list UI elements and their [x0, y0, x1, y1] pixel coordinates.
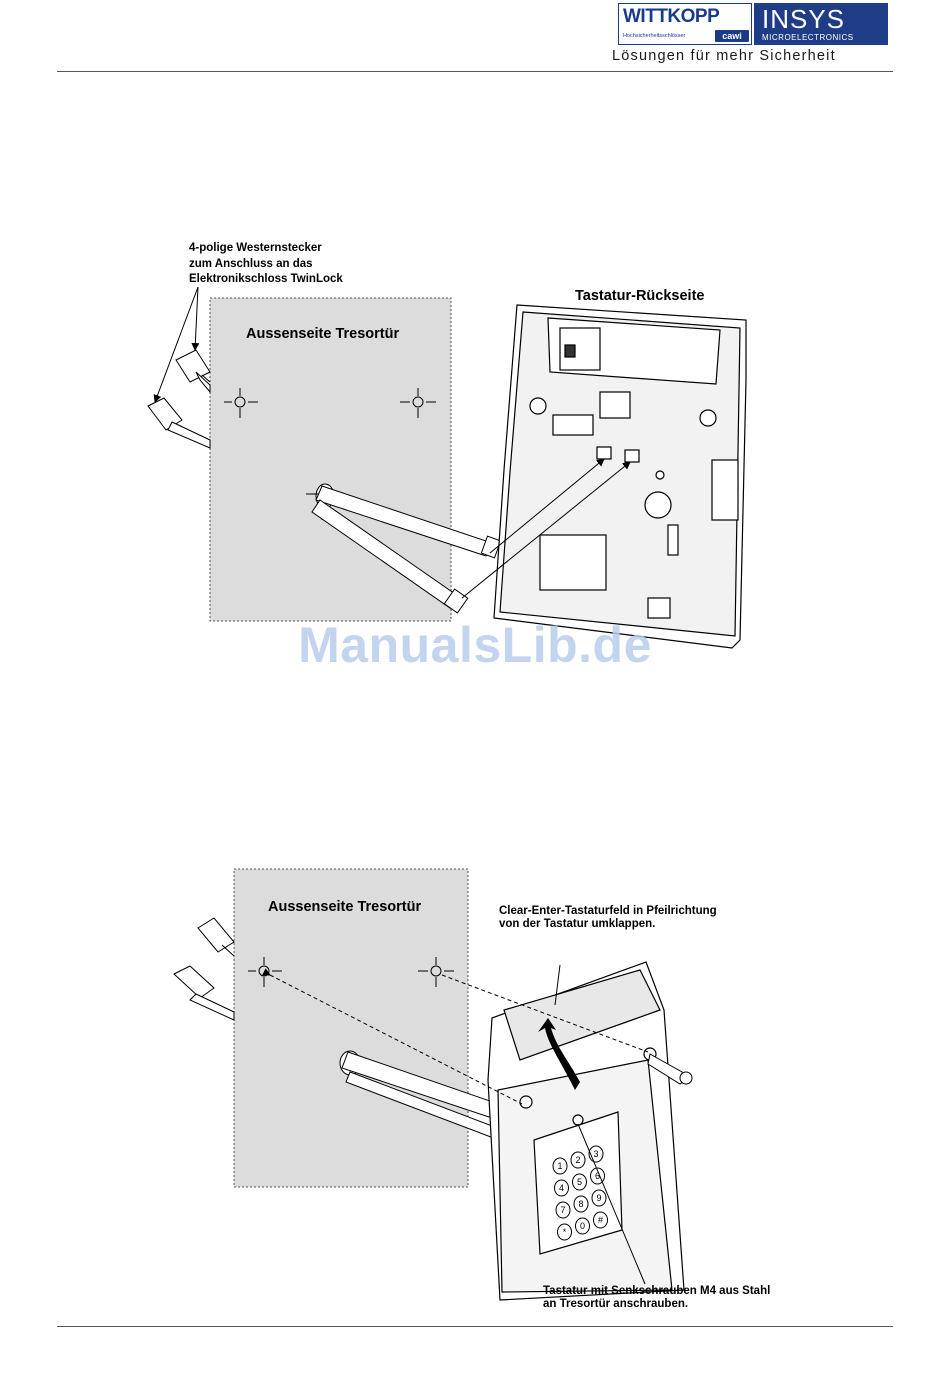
insys-logo-sub: MICROELECTRONICS — [762, 33, 854, 42]
connector-label-line-3: Elektronikschloss TwinLock — [189, 273, 343, 285]
flip-label-line-1: Clear-Enter-Tastaturfeld in Pfeilrichtung — [499, 905, 717, 917]
keypad-key-label: 0 — [579, 1221, 586, 1231]
western-plug-3 — [198, 918, 234, 956]
connector-label-line-2: zum Anschluss an das — [189, 258, 313, 270]
wittkopp-logo-tagline: Hochsicherheitsschlösser — [623, 33, 686, 39]
flip-label-line-2: von der Tastatur umklappen. — [499, 918, 656, 930]
keypad-key-label: # — [597, 1215, 604, 1225]
keypad-key-label: * — [562, 1227, 567, 1237]
western-plug-4 — [174, 966, 234, 1020]
keypad-back — [494, 305, 746, 648]
connector-label-line-1: 4-polige Westernstecker — [189, 242, 322, 254]
keypad-back-label: Tastatur-Rückseite — [575, 288, 705, 304]
western-plug-2 — [148, 398, 210, 448]
keypad-front — [488, 962, 684, 1300]
western-plug-1 — [176, 350, 210, 392]
keypad-key-label: 2 — [575, 1155, 581, 1165]
keypad-key-label: 5 — [576, 1177, 583, 1187]
insys-logo-name: INSYS — [762, 4, 846, 34]
watermark: ManualsLib.de — [298, 617, 652, 673]
keypad-key-label: 8 — [578, 1199, 584, 1209]
cawi-logo: cawi — [715, 30, 749, 42]
keypad-key-label: 6 — [594, 1171, 601, 1181]
door-label-2: Aussenseite Tresortür — [268, 899, 422, 915]
keypad-key-label: 3 — [593, 1149, 599, 1159]
door-label-1: Aussenseite Tresortür — [246, 326, 400, 342]
wittkopp-logo-name: WITTKOPP — [623, 6, 720, 27]
keypad-key-label: 9 — [596, 1193, 602, 1203]
header-tagline: Lösungen für mehr Sicherheit — [612, 48, 836, 64]
keypad-key-label: 4 — [558, 1183, 565, 1193]
door-panel-2 — [234, 869, 468, 1187]
keypad-key-label: 7 — [560, 1205, 566, 1215]
screw-label-line-2: an Tresortür anschrauben. — [543, 1298, 689, 1310]
keypad-key-label: 1 — [557, 1161, 563, 1171]
screw-label-line-1: Tastatur mit Senkschrauben M4 aus Stahl — [543, 1285, 771, 1297]
